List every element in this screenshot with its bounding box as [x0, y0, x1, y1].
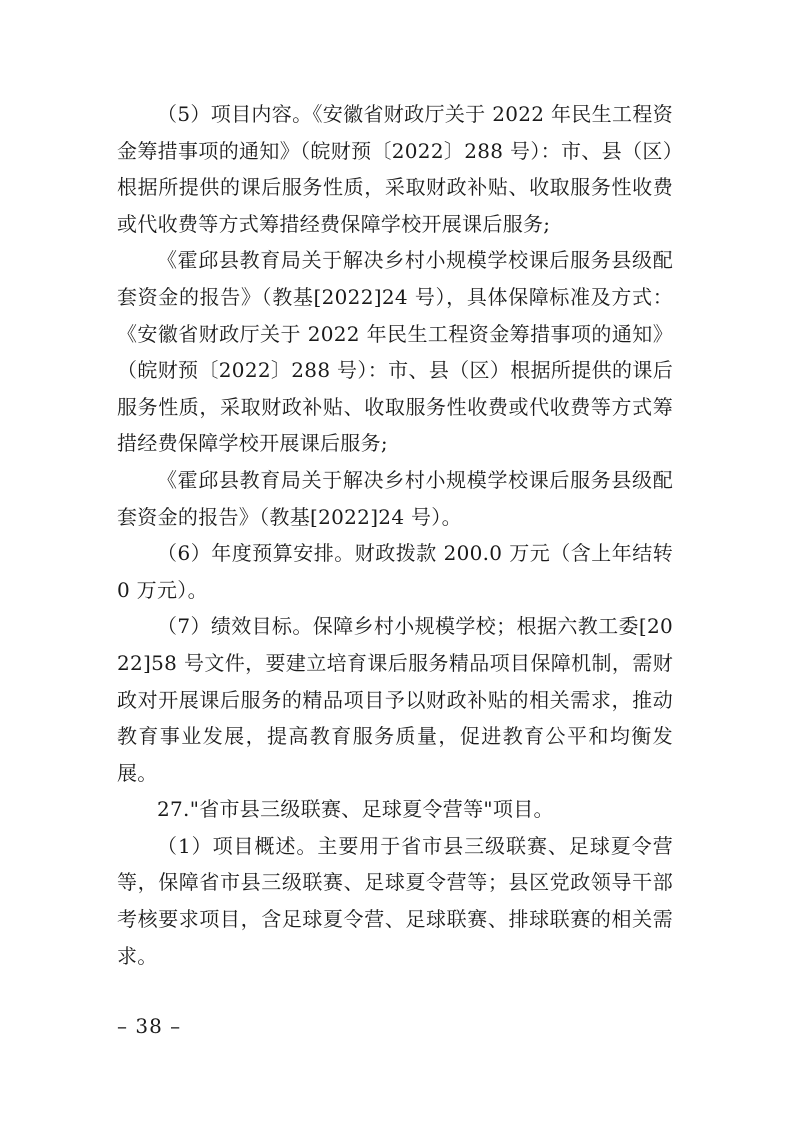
document-body [117, 96, 673, 974]
paragraph-report-standards: 《霍邱县教育局关于解决乡村小规模学校课后服务县级配套资金的报告》（教基[2022]24 号），具体保障标准及方式：《安徽省财政厅关于 2022 年民生工程资金筹措事项的通知》（皖财预〔2022〕288 号）：市、县（区）根据所提供的课后服务性质，采取财政补贴、收取服务性收费或代收费等方式筹措经费保障学校开展课后服务; [117, 248, 673, 456]
paragraph-report-reference: 《霍邱县教育局关于解决乡村小规模学校课后服务县级配套资金的报告》（教基[2022]24 号）。 [117, 467, 673, 529]
paragraph-annual-budget: （6）年度预算安排。财政拨款 200.0 万元（含上年结转 0 万元）。 [117, 541, 673, 602]
paragraph-project-overview: （1）项目概述。主要用于省市县三级联赛、足球夏令营等，保障省市县三级联赛、足球夏令营等；县区党政领导干部考核要求项目，含足球夏令营、足球联赛、排球联赛的相关需求。 [117, 833, 673, 968]
paragraph-project-content: （5）项目内容。《安徽省财政厅关于 2022 年民生工程资金筹措事项的通知》（皖财预〔2022〕288 号）：市、县（区）根据所提供的课后服务性质，采取财政补贴、收取服务性收费或代收费等方式筹措经费保障学校开展课后服务; [117, 102, 673, 236]
paragraph-project-heading: 27."省市县三级联赛、足球夏令营等"项目。 [157, 797, 554, 822]
paragraph-performance-goals: （7）绩效目标。保障乡村小规模学校；根据六教工委[2022]58 号文件，要建立培育课后服务精品项目保障机制，需财政对开展课后服务的精品项目予以财政补贴的相关需求，推动教育事业发展，提高教育服务质量，促进教育公平和均衡发展。 [117, 614, 673, 785]
page-number: – 38 – [117, 1014, 182, 1038]
